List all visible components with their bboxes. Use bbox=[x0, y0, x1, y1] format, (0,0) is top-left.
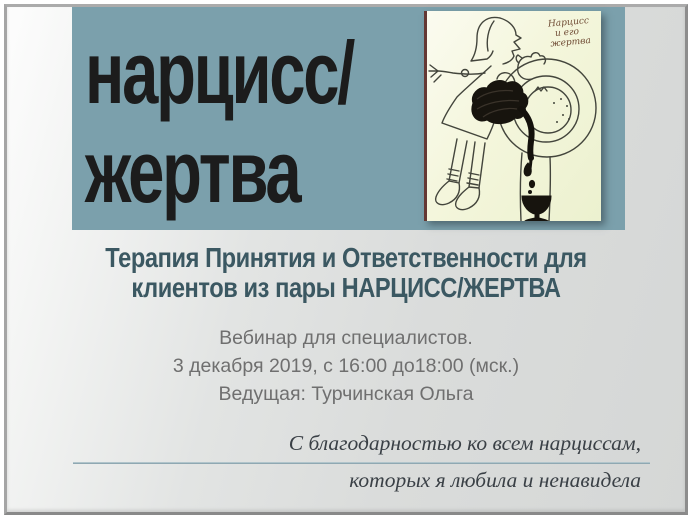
webinar-details bbox=[7, 324, 685, 408]
slide-title-line2: жертва bbox=[85, 122, 300, 221]
slide-title bbox=[85, 23, 353, 221]
webinar-details-presenter: Ведущая: Турчинская Ольга bbox=[218, 383, 474, 405]
webinar-details-datetime: 3 декабря 2019, с 16:00 до18:00 (мск.) bbox=[172, 355, 520, 377]
title-header-block bbox=[72, 7, 625, 230]
drawing-photo bbox=[424, 11, 601, 221]
narcissist-victim-drawing bbox=[427, 11, 601, 221]
slide-title-line1: нарцисс/ bbox=[85, 23, 354, 122]
dedication-quote bbox=[289, 425, 641, 499]
webinar-heading-line1: Терапия Принятия и Ответственности для bbox=[105, 242, 587, 273]
dedication-quote-line1: С благодарностью ко всем нарциссам, bbox=[288, 431, 641, 455]
drawing-caption-line2: и его bbox=[554, 26, 580, 40]
heart-blob bbox=[472, 73, 528, 124]
goblet-and-stream bbox=[521, 109, 551, 221]
webinar-heading bbox=[54, 243, 637, 303]
drawing-caption bbox=[547, 16, 592, 50]
presentation-slide bbox=[4, 4, 688, 515]
webinar-details-audience: Вебинар для специалистов. bbox=[219, 327, 473, 349]
drawing-caption-line3: жертва bbox=[550, 35, 592, 50]
drawing-caption-line1: Нарцисс bbox=[547, 16, 590, 30]
webinar-heading-line2: клиентов из пары НАРЦИСС/ЖЕРТВА bbox=[131, 272, 561, 303]
dedication-quote-line2: которых я любила и ненавидела bbox=[349, 468, 641, 492]
